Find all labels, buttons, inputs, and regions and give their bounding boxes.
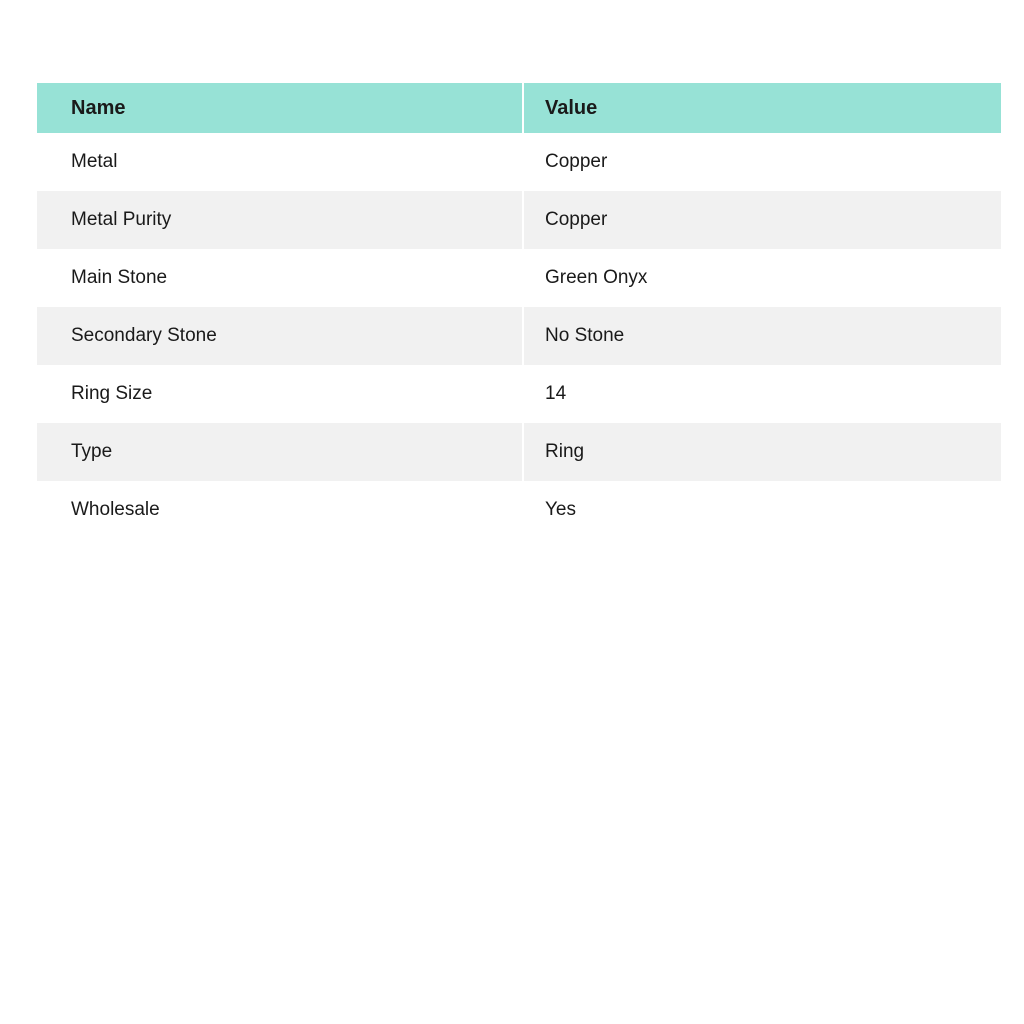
table-row xyxy=(37,249,1001,307)
attribute-name-cell: Type xyxy=(37,423,523,481)
attribute-value-cell: Yes xyxy=(523,481,1001,539)
table-row xyxy=(37,423,1001,481)
product-attributes-table xyxy=(37,83,1001,539)
table-body xyxy=(37,133,1001,539)
attribute-value-cell: Copper xyxy=(523,133,1001,191)
attribute-name-cell: Main Stone xyxy=(37,249,523,307)
attribute-name-cell: Metal Purity xyxy=(37,191,523,249)
table-row xyxy=(37,191,1001,249)
table-header-row xyxy=(37,83,1001,133)
attribute-name-cell: Metal xyxy=(37,133,523,191)
attribute-value-cell: Copper xyxy=(523,191,1001,249)
table-row xyxy=(37,133,1001,191)
attribute-name-cell: Secondary Stone xyxy=(37,307,523,365)
table-row xyxy=(37,307,1001,365)
attribute-value-cell: 14 xyxy=(523,365,1001,423)
product-attributes-section xyxy=(37,83,1001,539)
attribute-name-cell: Ring Size xyxy=(37,365,523,423)
attribute-value-cell: No Stone xyxy=(523,307,1001,365)
attribute-name-cell: Wholesale xyxy=(37,481,523,539)
attribute-value-cell: Green Onyx xyxy=(523,249,1001,307)
column-header-name: Name xyxy=(37,83,523,133)
table-row xyxy=(37,365,1001,423)
table-row xyxy=(37,481,1001,539)
attribute-value-cell: Ring xyxy=(523,423,1001,481)
column-header-value: Value xyxy=(523,83,1001,133)
